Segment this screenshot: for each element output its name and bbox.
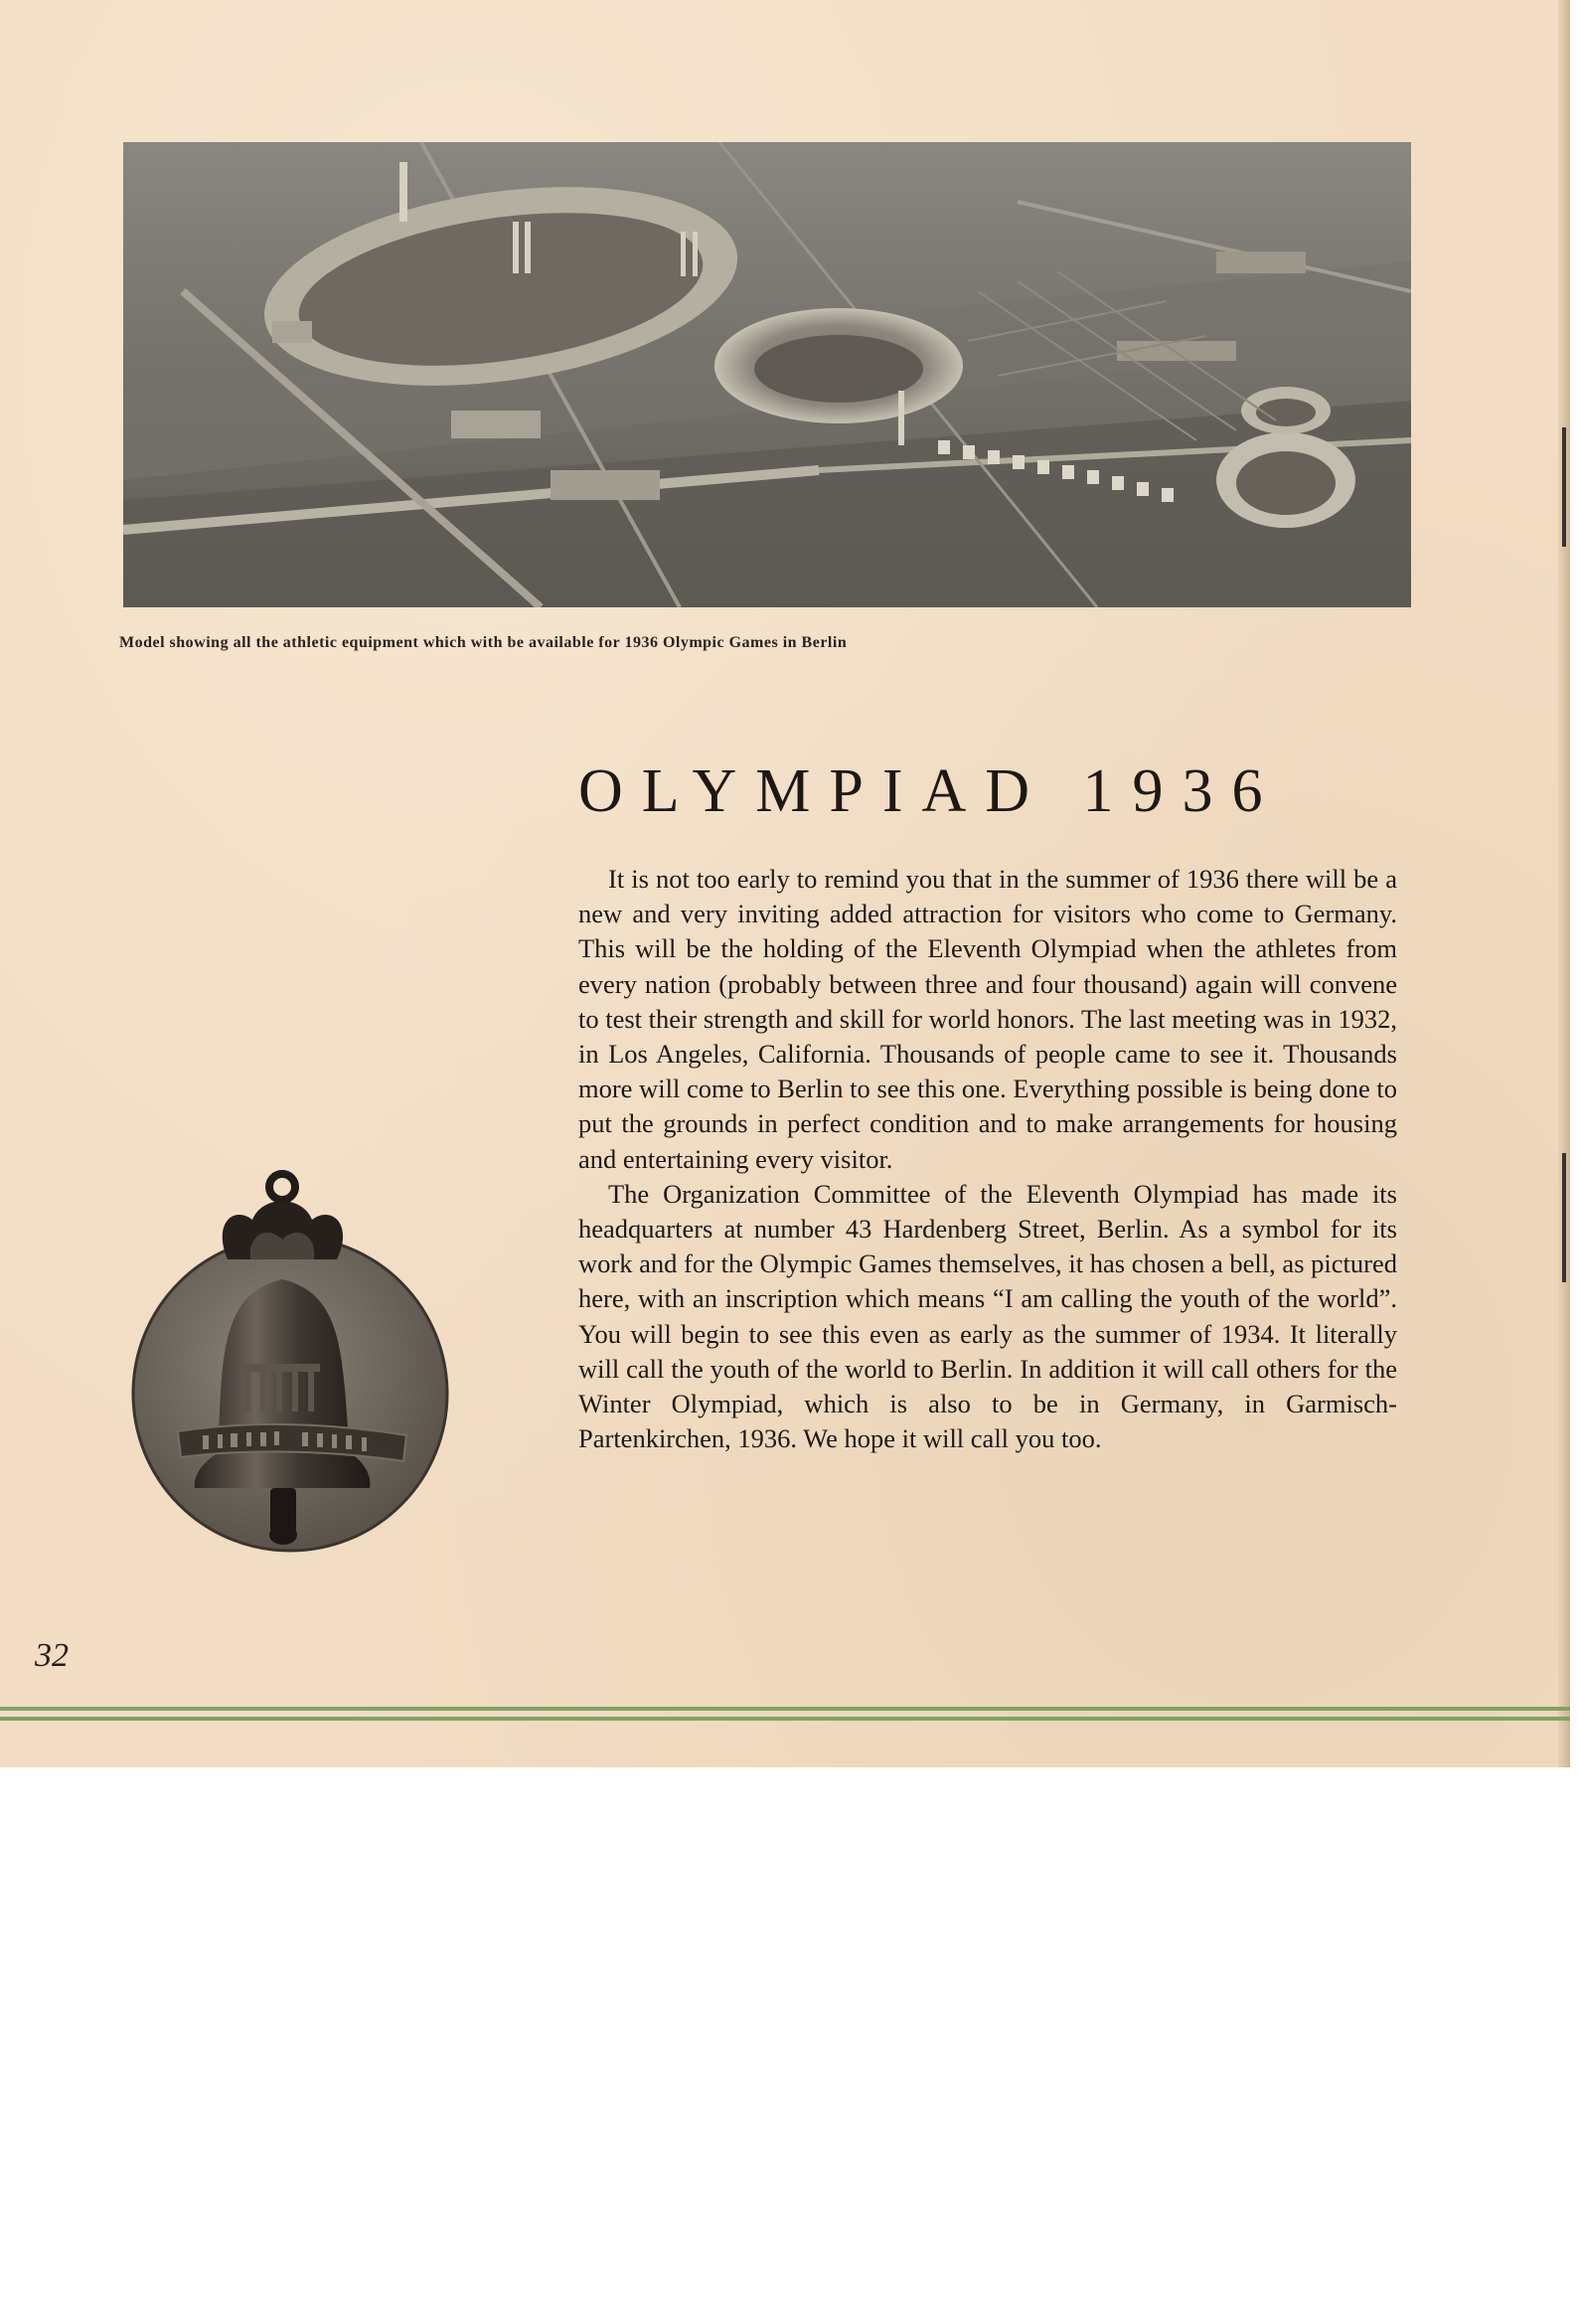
stadium-model-illustration <box>123 142 1411 607</box>
article-title: OLYMPIAD 1936 <box>578 757 1282 825</box>
article-paragraph: The Organization Committee of the Eleventh Olympiad has made its headquarters at number 43 Hardenberg Street, Berlin. As a symbol for its work and for the Olympic Games themselves, it has chosen a bell, as pictured here, with an inscription which means “I am calling the youth of the world”. You will begin to see this even as early as the summer of 1934. It literally will call the youth of the world to Berlin. In addition it will call others for the Winter Olympiad, which is also to be in Germany, in Garmisch-Partenkirchen, 1936. We hope it will call you too. <box>578 1178 1397 1454</box>
article-body <box>578 862 1397 1456</box>
page-binding-edge <box>1558 0 1570 1767</box>
article-paragraph: It is not too early to remind you that in the summer of 1936 there will be a new and very inviting added attraction for visitors who come to Germany. This will be the holding of the Eleventh Olympiad when the athletes from every nation (probably between three and four thousand) again will convene to test their strength and skill for world honors. The last meeting was in 1932, in Los Angeles, California. Thousands of people came to see it. Thousands more will come to Berlin to see this one. Everything possible is being done to put the grounds in perfect condition and to make arrangements for housing and entertaining every visitor. <box>578 864 1397 1174</box>
binding-mark <box>1562 427 1566 547</box>
olympic-bell-image <box>123 1165 457 1563</box>
footer-rule <box>0 1717 1570 1721</box>
bell-icon <box>123 1165 457 1563</box>
photo-caption: Model showing all the athletic equipment which with be available for 1936 Olympic Games in Berlin <box>119 634 848 651</box>
footer-rule <box>0 1707 1570 1711</box>
page-number: 32 <box>35 1637 69 1674</box>
binding-mark <box>1562 1153 1566 1282</box>
stadium-model-photo <box>123 142 1411 607</box>
